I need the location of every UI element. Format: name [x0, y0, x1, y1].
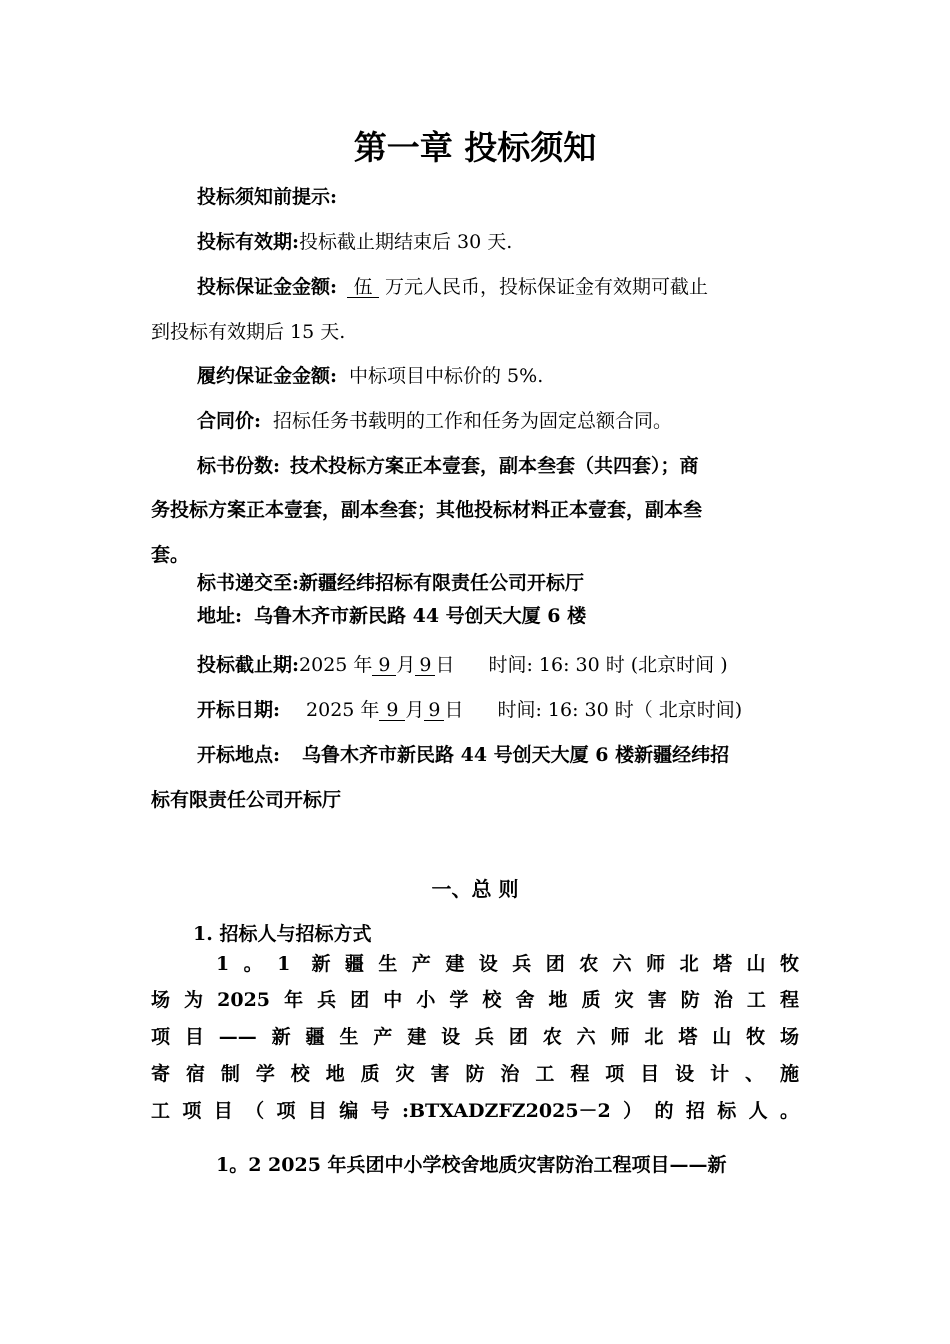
- bid-bond-text-cont: 到投标有效期后 15 天.: [151, 321, 346, 343]
- copies-line2: 务投标方案正本壹套，副本叁套；其他投标材料正本壹套，副本叁: [151, 499, 703, 521]
- delivery-value: 新疆经纬招标有限责任公司开标厅: [299, 572, 585, 594]
- contract-price-value: 招标任务书载明的工作和任务为固定总额合同。: [273, 410, 673, 432]
- deadline-month-unit: 月: [396, 654, 416, 676]
- bid-bond-label: 投标保证金金额:: [197, 276, 338, 298]
- address-value: 乌鲁木齐市新民路 44 号创天大厦 6 楼: [254, 605, 587, 627]
- opening-date-label: 开标日期:: [197, 699, 281, 721]
- performance-bond-value: 中标项目中标价的 5%.: [349, 365, 544, 387]
- opening-date-month: 9: [379, 700, 405, 721]
- copies-line1: 技术投标方案正本壹套，副本叁套（共四套）；商: [290, 455, 699, 477]
- deadline-label: 投标截止期:: [197, 654, 300, 676]
- validity-label: 投标有效期:: [197, 231, 300, 253]
- opening-place-row: [197, 743, 729, 767]
- bid-bond-amount: 伍: [347, 277, 379, 298]
- address-row: [197, 604, 586, 628]
- opening-date-day: 9: [424, 700, 444, 721]
- copies-row: [197, 454, 699, 478]
- deadline-day-unit: 日: [435, 654, 455, 676]
- copies-label: 标书份数:: [197, 455, 281, 477]
- clause1-1-line2: 场为2025年兵团中小学校舍地质灾害防治工程: [151, 989, 799, 1011]
- chapter-title: 第一章 投标须知: [353, 128, 597, 167]
- deadline-month: 9: [372, 655, 396, 676]
- opening-place-line2: 标有限责任公司开标厅: [151, 789, 342, 811]
- address-label: 地址:: [197, 605, 243, 627]
- notice-heading: 投标须知前提示:: [197, 186, 338, 208]
- deadline-day: 9: [415, 655, 435, 676]
- clause1-heading: 1. 招标人与招标方式: [193, 923, 372, 945]
- delivery-label: 标书递交至:: [197, 572, 300, 594]
- clause1-1-line3: 项目——新疆生产建设兵团农六师北塔山牧场: [151, 1026, 799, 1048]
- opening-date-row: [197, 698, 742, 722]
- deadline-row: [197, 653, 728, 677]
- clause1-2-line1: 1。2 2025 年兵团中小学校舍地质灾害防治工程项目——新: [216, 1154, 727, 1176]
- opening-date-day-unit: 日: [444, 699, 464, 721]
- copies-line3: 套。: [151, 544, 190, 566]
- clause1-1-line5: 工项目（项目编号:BTXADZFZ2025－2）的招标人。: [151, 1100, 799, 1122]
- clause1-1-line4: 寄宿制学校地质灾害防治工程项目设计、施: [151, 1063, 799, 1085]
- opening-place-label: 开标地点:: [197, 744, 281, 766]
- performance-bond-row: [197, 364, 543, 388]
- clause1-1-line1: 1。1 新疆生产建设兵团农六师北塔山牧: [216, 953, 799, 975]
- performance-bond-label: 履约保证金金额:: [197, 365, 338, 387]
- contract-price-row: [197, 409, 672, 433]
- bid-bond-row: [197, 275, 708, 299]
- validity-value: 投标截止期结束后 30 天.: [299, 231, 513, 253]
- opening-date-time: 时间: 16: 30 时（ 北京时间): [497, 699, 743, 721]
- validity-row: [197, 230, 512, 254]
- bid-bond-text: 万元人民币，投标保证金有效期可截止: [385, 276, 709, 298]
- deadline-year: 2025 年: [299, 654, 373, 676]
- opening-date-month-unit: 月: [405, 699, 425, 721]
- contract-price-label: 合同价:: [197, 410, 262, 432]
- deadline-time: 时间: 16: 30 时 (北京时间 ): [488, 654, 728, 676]
- opening-place-line1: 乌鲁木齐市新民路 44 号创天大厦 6 楼新疆经纬招: [302, 744, 730, 766]
- opening-date-year: 2025 年: [306, 699, 380, 721]
- section-title: 一、总 则: [431, 877, 519, 901]
- delivery-row: [197, 571, 584, 595]
